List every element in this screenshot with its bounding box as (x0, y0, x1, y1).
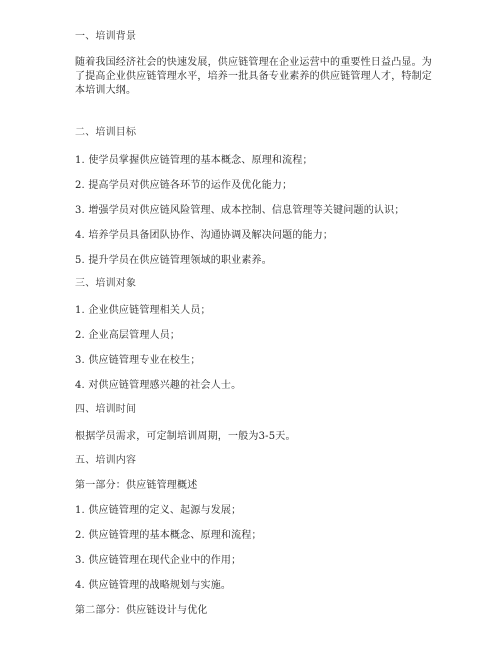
part1-item: 2. 供应链管理的基本概念、原理和流程； (75, 530, 262, 541)
part1-item: 3. 供应链管理在现代企业中的作用； (75, 555, 242, 566)
part1-heading: 第一部分：供应链管理概述 (75, 480, 198, 491)
part1-item: 1. 供应链管理的定义、起源与发展； (75, 505, 242, 516)
goal-item: 2. 提高学员对供应链各环节的运作及优化能力； (75, 180, 293, 191)
audience-item: 1. 企业供应链管理相关人员； (75, 305, 211, 316)
part2-heading: 第二部分：供应链设计与优化 (75, 605, 208, 616)
audience-item: 2. 企业高层管理人员； (75, 330, 181, 341)
section-heading-audience: 三、培训对象 (75, 278, 137, 289)
time-paragraph: 根据学员需求，可定制培训周期，一般为3-5天。 (75, 431, 296, 442)
goal-item: 1. 使学员掌握供应链管理的基本概念、原理和流程； (75, 155, 313, 166)
background-paragraph: 随着我国经济社会的快速发展，供应链管理在企业运营中的重要性日益凸显。为了提高企业供应链管理水平，培养一批具备专业素养的供应链管理人才，特制定本培训大纲。 (75, 57, 432, 96)
goal-item: 5. 提升学员在供应链管理领域的职业素养。 (75, 255, 272, 266)
section-heading-goals: 二、培训目标 (75, 127, 137, 138)
goal-item: 3. 增强学员对供应链风险管理、成本控制、信息管理等关键问题的认识； (75, 205, 405, 216)
audience-item: 4. 对供应链管理感兴趣的社会人士。 (75, 380, 242, 391)
audience-item: 3. 供应链管理专业在校生； (75, 355, 201, 366)
goal-item: 4. 培养学员具备团队协作、沟通协调及解决问题的能力； (75, 230, 334, 241)
part1-item: 4. 供应链管理的战略规划与实施。 (75, 580, 232, 591)
section-heading-content: 五、培训内容 (75, 455, 137, 466)
section-heading-background: 一、培训背景 (75, 31, 137, 42)
section-heading-time: 四、培训时间 (75, 404, 137, 415)
